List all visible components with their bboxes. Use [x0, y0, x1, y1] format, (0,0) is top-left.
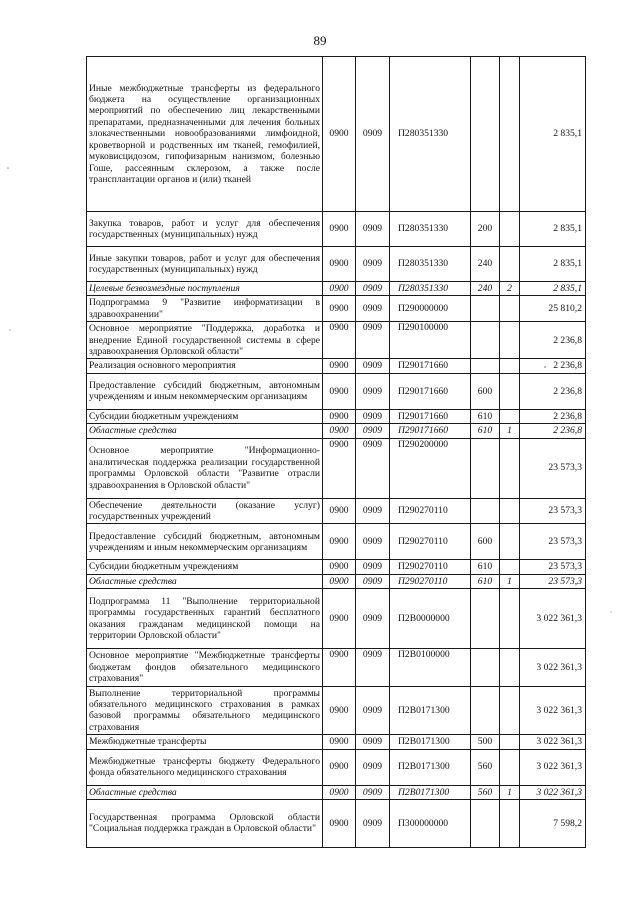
row-target-code: П290171660	[390, 373, 471, 409]
row-expense-type	[471, 296, 500, 322]
table-row	[87, 785, 586, 799]
row-section: 0900	[323, 438, 356, 498]
row-target-code: П290270110	[390, 560, 471, 574]
row-name: Выполнение территориальной программы обязательного медицинского страхования в рамках базовой программы обязательного медицинского страхования	[87, 686, 323, 735]
row-expense-type: 610	[471, 409, 500, 423]
row-section: 0900	[323, 212, 356, 247]
row-expense-type: 560	[471, 785, 500, 799]
row-subsection: 0909	[356, 409, 390, 423]
row-subsection: 0909	[356, 686, 390, 735]
row-section: 0900	[323, 735, 356, 749]
row-target-code: П2В0100000	[390, 649, 471, 686]
row-section: 0900	[323, 649, 356, 686]
row-amount: 2 236,8	[520, 359, 586, 373]
row-amount: 3 022 361,3	[520, 735, 586, 749]
table-row	[87, 247, 586, 282]
row-amount: 3 022 361,3	[520, 649, 586, 686]
row-name: Иные закупки товаров, работ и услуг для обеспечения государственных (муниципальных) нужд	[87, 247, 323, 282]
row-target-code: П2В0171300	[390, 686, 471, 735]
table-row	[87, 296, 586, 322]
row-amount: 2 236,8	[520, 409, 586, 423]
row-target-code: П290270110	[390, 524, 471, 560]
table-row	[87, 57, 586, 212]
table-row	[87, 212, 586, 247]
row-name: Областные средства	[87, 424, 323, 438]
row-name: Субсидии бюджетным учреждениям	[87, 560, 323, 574]
row-amount: 2 835,1	[520, 212, 586, 247]
row-amount: 23 573,3	[520, 524, 586, 560]
row-target-code: П290270110	[390, 498, 471, 524]
table-row	[87, 574, 586, 588]
row-amount: 3 022 361,3	[520, 589, 586, 649]
row-amount: 3 022 361,3	[520, 785, 586, 799]
row-source	[500, 498, 520, 524]
table-row	[87, 686, 586, 735]
row-amount: 2 236,8	[520, 424, 586, 438]
row-target-code: П290200000	[390, 438, 471, 498]
row-subsection: 0909	[356, 322, 390, 359]
row-subsection: 0909	[356, 649, 390, 686]
row-source	[500, 409, 520, 423]
row-name: Основное мероприятие "Информационно-аналитическая поддержка реализации государственной программы Орловской области "Развитие отрасли здравоохранения в Орловской области"	[87, 438, 323, 498]
row-subsection: 0909	[356, 247, 390, 282]
row-source	[500, 799, 520, 847]
row-expense-type	[471, 57, 500, 212]
row-name: Основное мероприятие "Межбюджетные трансферты бюджетам фондов обязательного медицинского страхования"	[87, 649, 323, 686]
row-target-code: П290171660	[390, 409, 471, 423]
row-source	[500, 560, 520, 574]
row-section: 0900	[323, 686, 356, 735]
row-expense-type: 240	[471, 247, 500, 282]
row-name: Закупка товаров, работ и услуг для обеспечения государственных (муниципальных) нужд	[87, 212, 323, 247]
row-section: 0900	[323, 296, 356, 322]
row-amount: 3 022 361,3	[520, 749, 586, 785]
table-row	[87, 424, 586, 438]
row-subsection: 0909	[356, 498, 390, 524]
row-source	[500, 373, 520, 409]
row-amount: 2 835,1	[520, 57, 586, 212]
row-name: Реализация основного мероприятия	[87, 359, 323, 373]
row-expense-type	[471, 589, 500, 649]
table-row	[87, 498, 586, 524]
row-amount: 23 573,3	[520, 438, 586, 498]
row-source	[500, 749, 520, 785]
row-target-code: П280351330	[390, 212, 471, 247]
row-target-code: П2В0171300	[390, 735, 471, 749]
row-subsection: 0909	[356, 438, 390, 498]
row-target-code: П280351330	[390, 247, 471, 282]
row-expense-type	[471, 799, 500, 847]
row-section: 0900	[323, 247, 356, 282]
row-amount: 3 022 361,3	[520, 686, 586, 735]
row-amount: 7 598,2	[520, 799, 586, 847]
row-subsection: 0909	[356, 749, 390, 785]
row-name: Обеспечение деятельности (оказание услуг) государственных учреждений	[87, 498, 323, 524]
row-subsection: 0909	[356, 359, 390, 373]
row-subsection: 0909	[356, 589, 390, 649]
row-section: 0900	[323, 322, 356, 359]
row-section: 0900	[323, 560, 356, 574]
row-expense-type: 600	[471, 524, 500, 560]
row-target-code: П290171660	[390, 359, 471, 373]
row-subsection: 0909	[356, 735, 390, 749]
row-amount: 23 573,3	[520, 560, 586, 574]
row-source: 2	[500, 282, 520, 296]
row-section: 0900	[323, 589, 356, 649]
row-source	[500, 438, 520, 498]
row-subsection: 0909	[356, 57, 390, 212]
table-row	[87, 409, 586, 423]
row-source: 1	[500, 424, 520, 438]
row-amount: 2 236,8	[520, 322, 586, 359]
row-target-code: П290000000	[390, 296, 471, 322]
row-name: Подпрограмма 11 "Выполнение территориальной программы государственных гарантий бесплатного оказания гражданам медицинской помощи на территории Орловской области"	[87, 589, 323, 649]
row-target-code: П300000000	[390, 799, 471, 847]
row-section: 0900	[323, 524, 356, 560]
row-section: 0900	[323, 409, 356, 423]
row-subsection: 0909	[356, 373, 390, 409]
row-section: 0900	[323, 373, 356, 409]
row-source	[500, 247, 520, 282]
row-name: Областные средства	[87, 785, 323, 799]
row-source	[500, 322, 520, 359]
row-amount: 23 573,3	[520, 498, 586, 524]
row-expense-type	[471, 498, 500, 524]
row-target-code: П280351330	[390, 282, 471, 296]
row-amount: 2 835,1	[520, 282, 586, 296]
row-expense-type	[471, 438, 500, 498]
row-section: 0900	[323, 424, 356, 438]
table-row	[87, 589, 586, 649]
row-subsection: 0909	[356, 424, 390, 438]
row-source	[500, 212, 520, 247]
row-target-code: П2В0171300	[390, 785, 471, 799]
row-source	[500, 649, 520, 686]
row-expense-type	[471, 359, 500, 373]
row-source: 1	[500, 785, 520, 799]
row-source	[500, 57, 520, 212]
table-row	[87, 438, 586, 498]
row-expense-type	[471, 322, 500, 359]
row-section: 0900	[323, 799, 356, 847]
table-row	[87, 322, 586, 359]
row-section: 0900	[323, 359, 356, 373]
row-name: Подпрограмма 9 "Развитие информатизации в здравоохранении"	[87, 296, 323, 322]
row-expense-type	[471, 686, 500, 735]
row-target-code: П2В0000000	[390, 589, 471, 649]
row-subsection: 0909	[356, 282, 390, 296]
row-expense-type: 600	[471, 373, 500, 409]
table-row	[87, 359, 586, 373]
row-amount: 23 573,3	[520, 574, 586, 588]
row-expense-type: 610	[471, 560, 500, 574]
row-section: 0900	[323, 574, 356, 588]
row-source	[500, 589, 520, 649]
table-row	[87, 735, 586, 749]
row-source: 1	[500, 574, 520, 588]
row-name: Межбюджетные трансферты	[87, 735, 323, 749]
row-subsection: 0909	[356, 785, 390, 799]
table-row	[87, 373, 586, 409]
row-target-code: П2В0171300	[390, 749, 471, 785]
row-name: Субсидии бюджетным учреждениям	[87, 409, 323, 423]
row-expense-type	[471, 649, 500, 686]
row-subsection: 0909	[356, 560, 390, 574]
row-expense-type: 240	[471, 282, 500, 296]
row-subsection: 0909	[356, 524, 390, 560]
budget-table	[86, 56, 586, 848]
row-expense-type: 500	[471, 735, 500, 749]
row-expense-type: 610	[471, 424, 500, 438]
row-source	[500, 735, 520, 749]
row-subsection: 0909	[356, 212, 390, 247]
row-section: 0900	[323, 57, 356, 212]
row-section: 0900	[323, 785, 356, 799]
row-section: 0900	[323, 749, 356, 785]
row-expense-type: 610	[471, 574, 500, 588]
row-source	[500, 686, 520, 735]
row-section: 0900	[323, 282, 356, 296]
row-expense-type: 200	[471, 212, 500, 247]
row-name: Государственная программа Орловской области "Социальная поддержка граждан в Орловской области"	[87, 799, 323, 847]
row-name: Областные средства	[87, 574, 323, 588]
row-name: Межбюджетные трансферты бюджету Федерального фонда обязательного медицинского страхования	[87, 749, 323, 785]
row-amount: 25 810,2	[520, 296, 586, 322]
row-amount: 2 835,1	[520, 247, 586, 282]
row-subsection: 0909	[356, 574, 390, 588]
row-name: Целевые безвозмездные поступления	[87, 282, 323, 296]
table-row	[87, 749, 586, 785]
row-source	[500, 524, 520, 560]
row-name: Основное мероприятие "Поддержка, доработка и внедрение Единой государственной системы в сфере здравоохранения Орловской области"	[87, 322, 323, 359]
row-amount: 2 236,8	[520, 373, 586, 409]
row-target-code: П290171660	[390, 424, 471, 438]
row-subsection: 0909	[356, 296, 390, 322]
page-number: 89	[313, 33, 327, 48]
row-subsection: 0909	[356, 799, 390, 847]
table-row	[87, 560, 586, 574]
row-source	[500, 296, 520, 322]
row-section: 0900	[323, 498, 356, 524]
table-row	[87, 524, 586, 560]
row-source	[500, 359, 520, 373]
row-name: Предоставление субсидий бюджетным, автономным учреждениям и иным некоммерческим организациям	[87, 524, 323, 560]
table-row	[87, 799, 586, 847]
row-expense-type: 560	[471, 749, 500, 785]
row-name: Иные межбюджетные трансферты из федерального бюджета на осуществление организационных мероприятий по обеспечению лиц лекарственными препаратами, предназначенными для лечения больных злокачественными новообразованиями лимфоидной, кроветворной и родственных им тканей, гемофилией, муковисцидозом, гипофизарным нанизмом, болезнью Гоше, рассеянным склерозом, а также после трансплантации органов и (или) тканей	[87, 57, 323, 212]
row-name: Предоставление субсидий бюджетным, автономным учреждениям и иным некоммерческим организациям	[87, 373, 323, 409]
row-target-code: П290270110	[390, 574, 471, 588]
table-row	[87, 282, 586, 296]
row-target-code: П290100000	[390, 322, 471, 359]
table-row	[87, 649, 586, 686]
row-target-code: П280351330	[390, 57, 471, 212]
